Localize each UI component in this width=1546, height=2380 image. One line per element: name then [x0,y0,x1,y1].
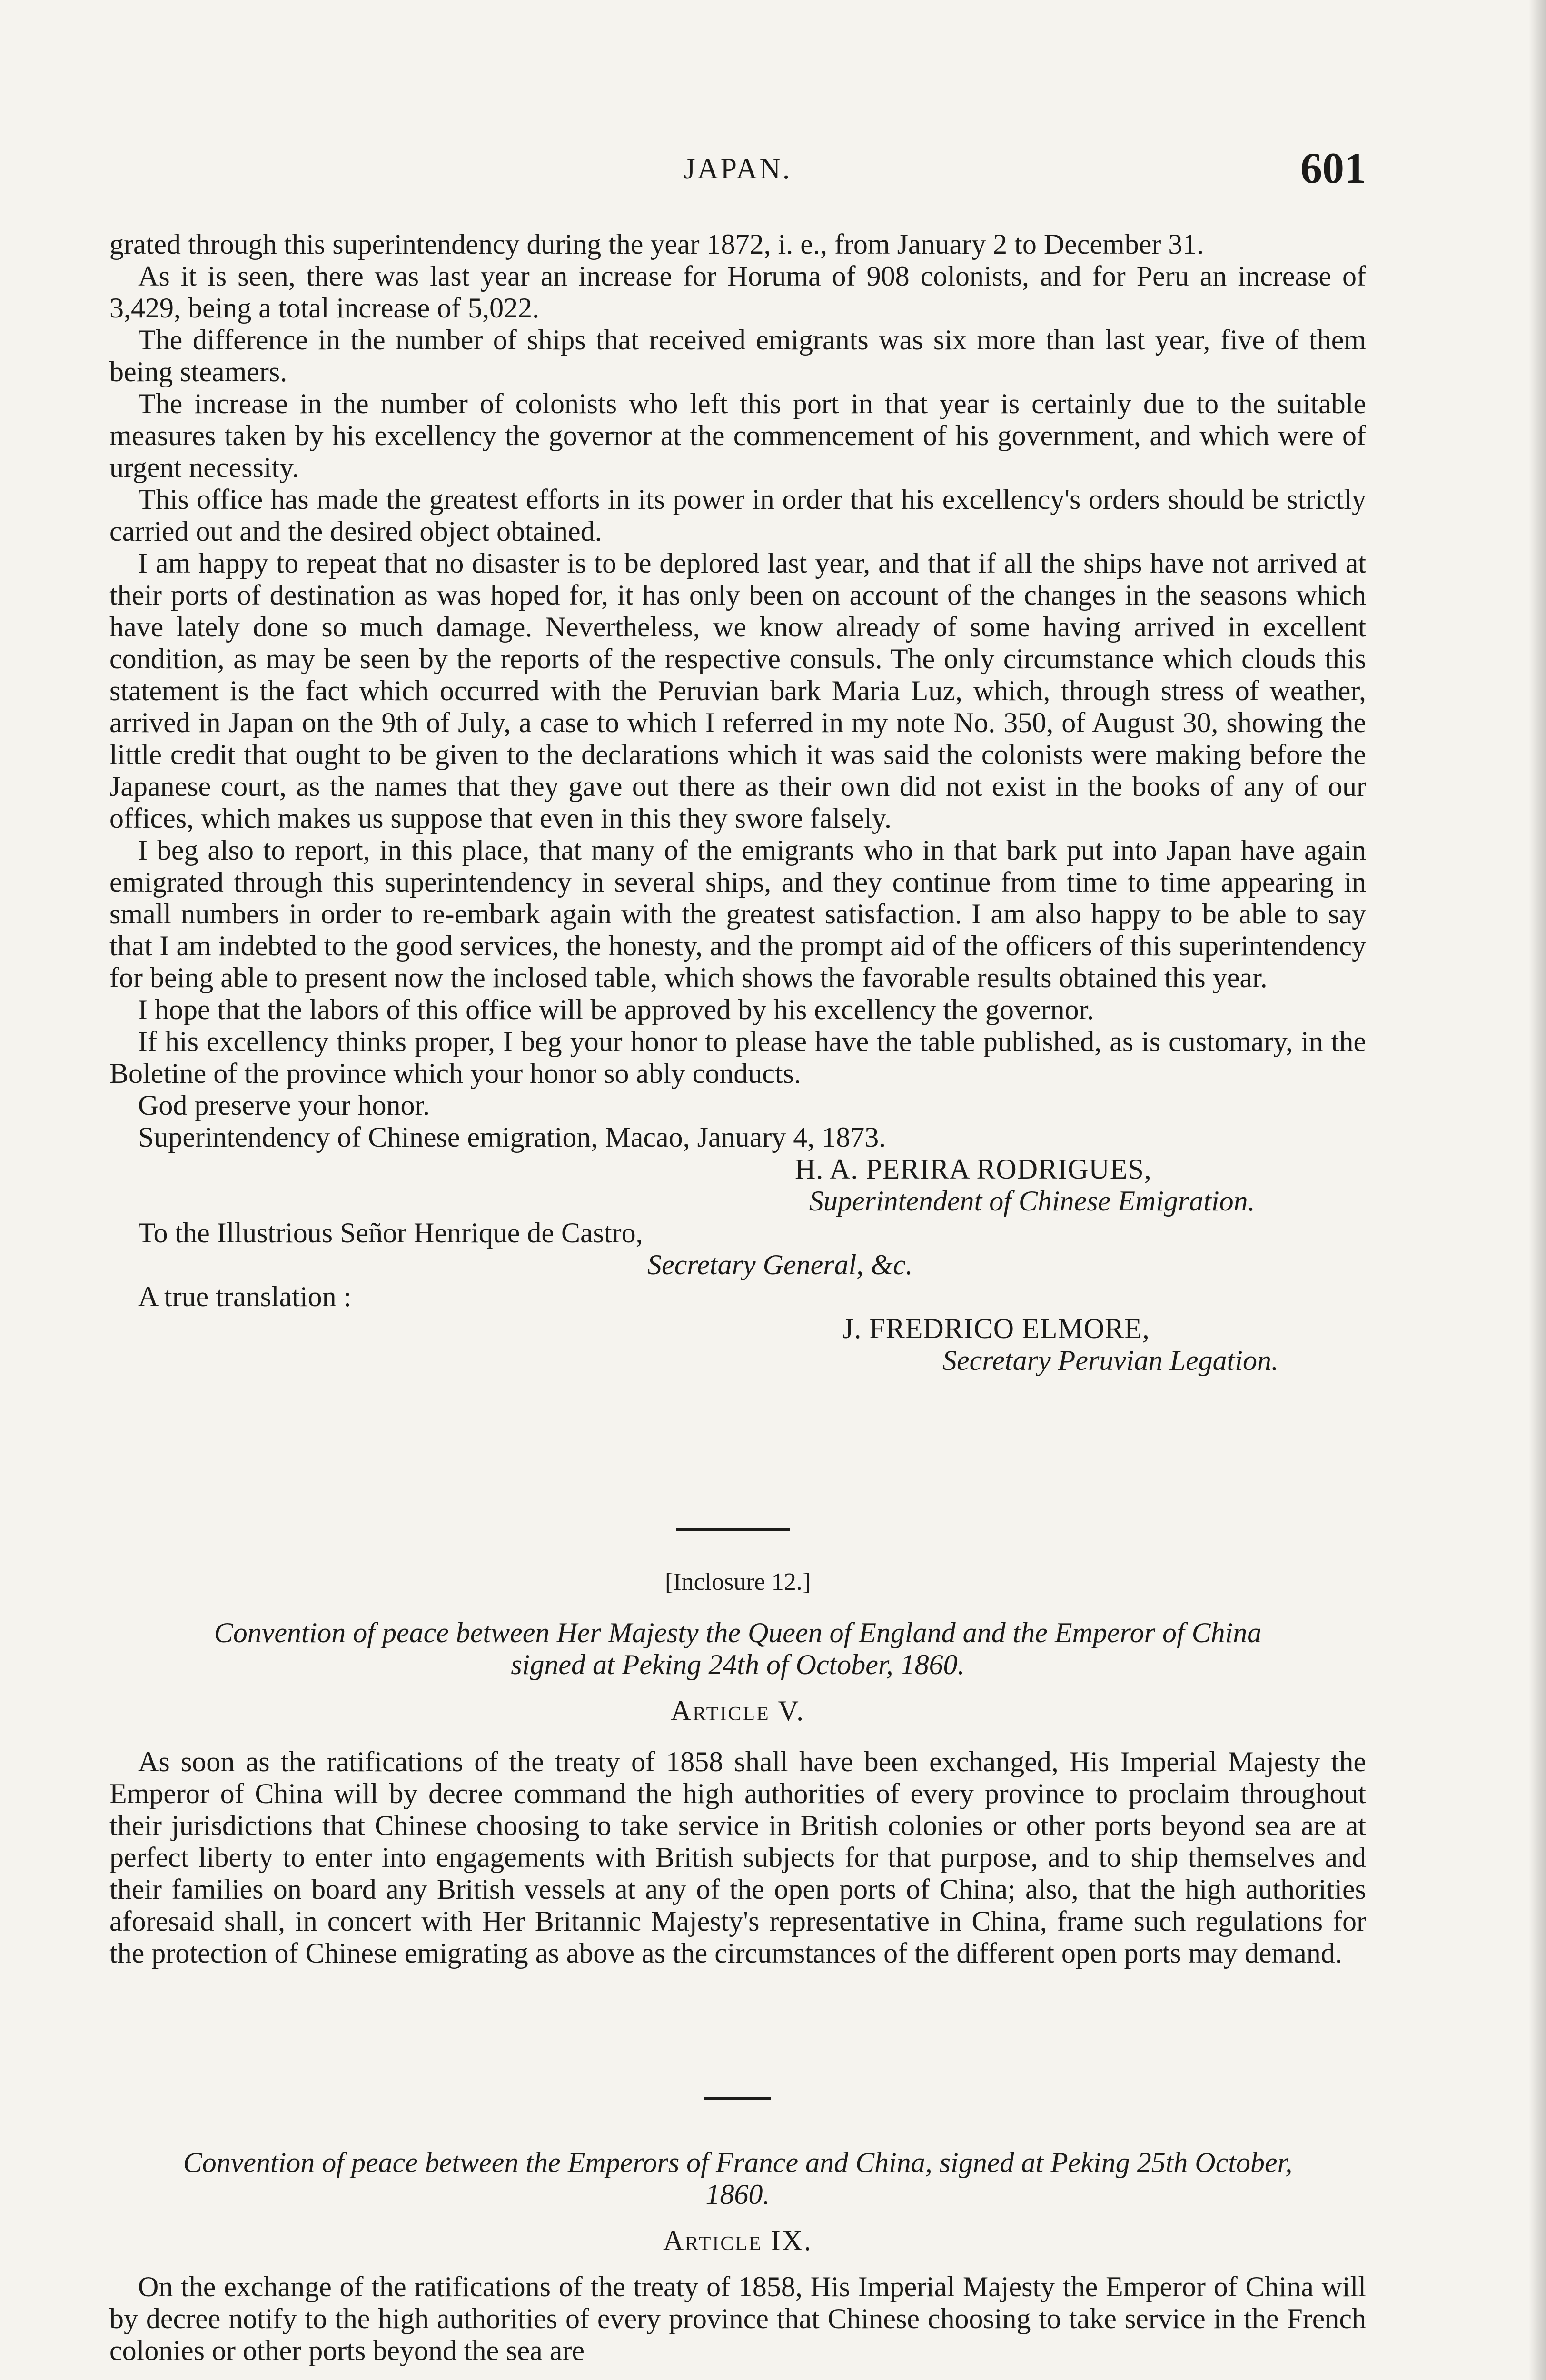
convention-title-date: 1860. [705,2179,770,2210]
report-dateline: Superintendency of Chinese emigration, Macao, January 4, 1873. [138,1121,886,1153]
report-paragraph: I beg also to report, in this place, that many of the emigrants who in that bark put into Japan have again emigrated through this superintendency in several ships, and they continue from time to time appearing in small numbers in order to re-embark again with the greatest satisfaction. I am also happy to be able to say that I am indebted to the good services, the honesty, and the prompt aid of the officers of this superintendency for being able to present now the inclosed table, which shows the favorable results obtained this year. [109,834,1366,993]
convention-title: Convention of peace between the Emperors of France and China, signed at Peking 25th October, [183,2147,1293,2178]
convention-title: Convention of peace between Her Majesty the Queen of England and the Emperor of China [214,1617,1262,1648]
report-paragraph: God preserve your honor. [138,1090,430,1121]
true-translation-label: A true translation : [138,1281,352,1312]
report-paragraph: If his excellency thinks proper, I beg your honor to please have the table published, as is customary, in the Boletine of the province which your honor so ably conducts. [109,1026,1366,1089]
report-paragraph: The difference in the number of ships that received emigrants was six more than last year, five of them being steamers. [109,324,1366,387]
report-paragraph: I hope that the labors of this office will be approved by his excellency the governor. [138,994,1094,1025]
addressee: To the Illustrious Señor Henrique de Castro, [138,1217,643,1249]
report-body [109,228,1366,1377]
translator-title: Secretary Peruvian Legation. [942,1345,1278,1376]
section-divider [676,1528,790,1531]
convention-title-date: signed at Peking 24th of October, 1860. [511,1649,965,1680]
page-number: 601 [1300,144,1366,192]
running-head [109,143,1366,195]
report-paragraph: As it is seen, there was last year an increase for Horuma of 908 colonists, and for Peru an increase of 3,429, being a total increase of 5,022. [109,260,1366,324]
addressee-title: Secretary General, &c. [647,1249,913,1280]
report-paragraph: The increase in the number of colonists who left this port in that year is certainly due to the suitable measures taken by his excellency the governor at the commencement of his government, and which were of urgent necessity. [109,388,1366,483]
article-text: As soon as the ratifications of the treaty of 1858 shall have been exchanged, His Imperial Majesty the Emperor of China will by decree command the high authorities of every province to proclaim throughout their jurisdictions that Chinese choosing to take service in British colonies or other ports beyond sea are at perfect liberty to enter into engagements with British subjects for that purpose, and to ship themselves and their families on board any British vessels at any of the open ports of China; also, that the high authorities aforesaid shall, in concert with Her Britannic Majesty's representative in China, frame such regulations for the protection of Chinese emigrating as above as the circumstances of the different open ports may demand. [109,1746,1366,1969]
signatory-name: H. A. PERIRA RODRIGUES, [795,1153,1152,1185]
article-heading: Article IX. [663,2225,813,2256]
convention-section [109,2147,1366,2367]
page-edge-shadow [1529,0,1546,2380]
article-heading: Article V. [670,1695,805,1726]
report-paragraph: I am happy to repeat that no disaster is to be deplored last year, and that if all the ships have not arrived at their ports of destination as was hoped for, it has only been on account of the changes in the seasons which have lately done so much damage. Nevertheless, we know already of some having arrived in excellent condition, as may be seen by the reports of the respective consuls. The only circumstance which clouds this statement is the fact which occurred with the Peruvian bark Maria Luz, which, through stress of weather, arrived in Japan on the 9th of July, a case to which I referred in my note No. 350, of August 30, showing the little credit that ought to be given to the declarations which it was said the colonists were making before the Japanese court, as the names that they gave out there as their own did not exist in the books of any of our offices, which makes us suppose that even in this they swore falsely. [109,547,1366,834]
signatory-title: Superintendent of Chinese Emigration. [809,1185,1255,1217]
inclosure-section [109,1566,1366,1969]
translator-name: J. FREDRICO ELMORE, [842,1313,1150,1344]
section-divider [704,2097,771,2100]
article-text: On the exchange of the ratifications of the treaty of 1858, His Imperial Majesty the Emperor of China will by decree notify to the high authorities of every province that Chinese choosing to take service in the French colonies or other ports beyond the sea are [109,2271,1366,2366]
report-paragraph: grated through this superintendency during the year 1872, i. e., from January 2 to December 31. [109,228,1204,260]
running-title: JAPAN. [684,153,792,185]
inclosure-label: [Inclosure 12.] [664,1568,811,1596]
report-paragraph: This office has made the greatest efforts in its power in order that his excellency's orders should be strictly carried out and the desired object obtained. [109,484,1366,547]
